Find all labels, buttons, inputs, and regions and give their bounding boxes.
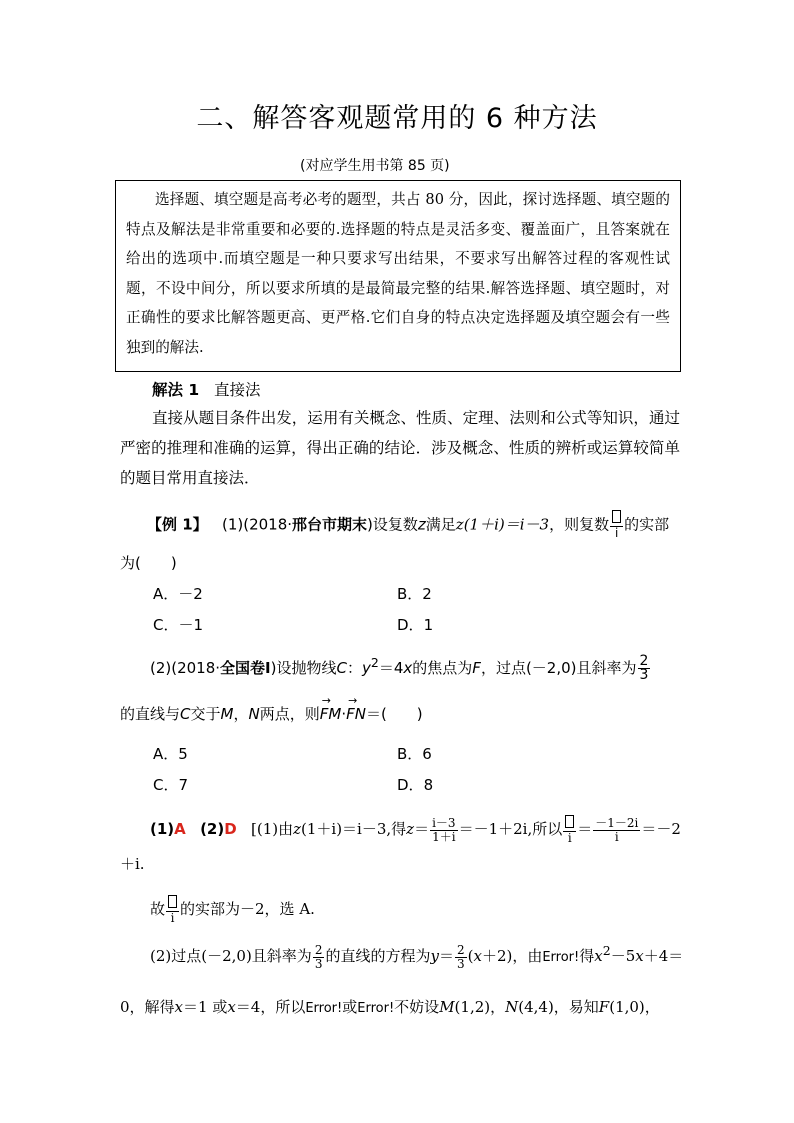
- option-a: A．－2: [153, 585, 203, 603]
- vector: → FM: [320, 705, 342, 723]
- intro-text: 选择题、填空题是高考必考的题型，共占 80 分，因此，探讨选择题、填空题的特点及解法是非常重要和必要的.选择题的特点是灵活多变、覆盖面广，且答案就在给出的选项中.而填空题是一种只要求写出结果，不要求写出解答过程的客观性试题，不设中间分，所以要求所填的是最简最完整的结果.解答选择题、填空题时，对正确性的要求比解答题更高、更严格.它们自身的特点决定选择题及填空题会有一些独到的解法.: [126, 191, 670, 356]
- fraction: $\frac{2}{3}$: [456, 942, 465, 971]
- solution-line-4: 0，解得x＝1 或x＝4，所以Error!或Error!不妨设M(1,2)，N(4,4)，易知F(1,0)，: [120, 998, 660, 1016]
- solution-line-3: (2)过点(－2,0)且斜率为 $\frac{2}{3}$ 的直线的方程为y＝ $\frac{2}{3}$ (x＋2)，由Error!得$x^2-5x+4=$: [150, 942, 684, 971]
- fraction: $\frac{i-3}{1+i}$: [432, 815, 456, 844]
- error-placeholder: Error!: [357, 1001, 395, 1016]
- example-question-2: (2)(2018·全国卷Ⅰ)设抛物线C：$y^2=4x$的焦点为F，过点(－2,0)且斜率为 $\frac{2}{3}$: [150, 653, 649, 683]
- fraction: $\frac{2}{3}$: [639, 653, 649, 683]
- vector: → FN: [346, 705, 366, 723]
- option-d: D．1: [397, 616, 434, 634]
- option-d: D．8: [397, 776, 434, 794]
- answer-value: A: [174, 820, 186, 838]
- source-label: 邢台市期末: [292, 515, 368, 534]
- solution-line-1-cont: ＋i.: [120, 855, 145, 873]
- page-reference: (对应学生用书第 85 页): [300, 158, 450, 174]
- missing-glyph-box: [565, 815, 574, 828]
- source-label: 全国卷Ⅰ: [220, 659, 271, 677]
- answer-blank: 为( ): [120, 554, 177, 572]
- fraction: i: [166, 895, 179, 925]
- fraction: i: [563, 815, 576, 845]
- intro-box: [115, 180, 681, 372]
- page-title: 二、解答客观题常用的 6 种方法: [196, 103, 598, 134]
- option-c: C．7: [153, 776, 189, 794]
- method-name: 直接法: [213, 381, 261, 399]
- missing-glyph-box: [168, 895, 177, 908]
- fraction: $\frac{-1-2i}{i}$: [595, 815, 639, 844]
- error-placeholder: Error!: [542, 950, 580, 965]
- solution-line-2: 故 i 的实部为－2，选 A.: [150, 895, 315, 925]
- method-label: 解法 1: [152, 381, 200, 399]
- fraction: i: [610, 510, 623, 540]
- solution-line-1: (1)A (2)D [(1)由z(1＋i)＝i－3,得z＝ $\frac{i-3}{1+i}$ ＝－1＋2i,所以 i ＝ $\frac{-1-2i}{i}$ ＝－2: [150, 815, 681, 845]
- missing-glyph-box: [612, 510, 621, 523]
- example-label: 【例 1】: [147, 515, 208, 534]
- method-heading: [152, 378, 260, 400]
- option-b: B．2: [397, 585, 432, 603]
- option-c: C．－1: [153, 616, 204, 634]
- method-description: 直接从题目条件出发，运用有关概念、性质、定理、法则和公式等知识，通过严密的推理和准确的运算，得出正确的结论．涉及概念、性质的辨析或运算较简单的题目常用直接法．: [120, 409, 680, 487]
- example-question-1: 【例 1】 (1)(2018·邢台市期末)设复数z满足z(1＋i)＝i－3，则复数 i 的实部: [147, 510, 669, 540]
- example-question-2-cont: 的直线与C交于M，N两点，则→ FM·→ FN＝( ): [120, 703, 423, 724]
- answer-value: D: [224, 820, 237, 838]
- fraction: $\frac{2}{3}$: [314, 942, 323, 971]
- error-placeholder: Error!: [305, 1001, 343, 1016]
- option-a: A．5: [153, 745, 188, 763]
- option-b: B．6: [397, 745, 432, 763]
